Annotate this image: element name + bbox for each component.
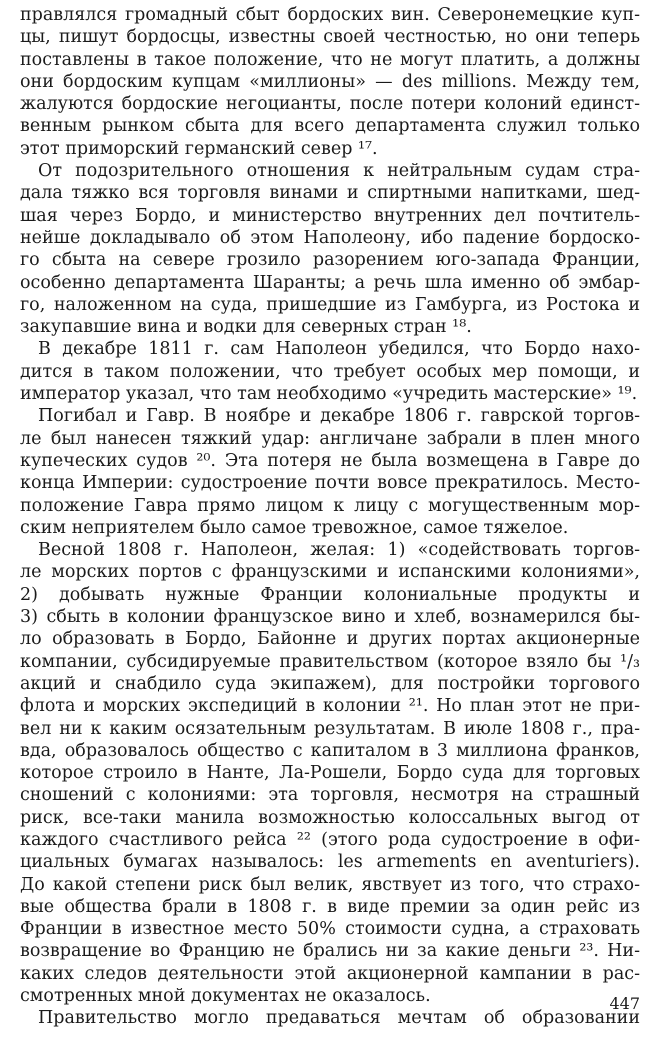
- text-line: каждого счастливого рейса ²² (этого рода судостроение в офи-: [20, 829, 640, 850]
- paragraph: [20, 405, 640, 539]
- text-line: каких следов деятельности этой акционерной кампании в рас-: [20, 963, 640, 984]
- text-line: нейше докладывало об этом Наполеону, ибо падение бордоско-: [20, 227, 640, 248]
- text-line: император указал, что там необходимо «учредить мастерские» ¹⁹.: [20, 384, 638, 405]
- text-line: ле морских портов с французскими и испанскими колониями»,: [20, 562, 640, 583]
- text-line: Правительство могло предаваться мечтам об образовании: [38, 1008, 640, 1029]
- paragraph: [20, 160, 640, 338]
- text-line: ле был нанесен тяжкий удар: англичане забрали в плен много: [20, 428, 640, 449]
- text-line: дала тяжко вся торговля винами и спиртными напитками, шед-: [20, 183, 640, 204]
- text-line: цы, пишут бордосцы, известны своей честностью, но они теперь: [20, 27, 640, 48]
- text-line: купеческих судов ²⁰. Эта потеря не была возмещена в Гавре до: [20, 450, 640, 471]
- text-line: ским неприятелем было самое тревожное, самое тяжелое.: [20, 517, 569, 538]
- text-line: Франции в известное место 50% стоимости судна, а страховать: [20, 919, 640, 940]
- text-line: риск, все-таки манила возможностью колоссальных выгод от: [20, 807, 640, 828]
- text-line: особенно департамента Шаранты; а речь шла именно об эмбар-: [20, 272, 640, 293]
- text-line: положение Гавра прямо лицом к лицу с могущественным мор-: [20, 495, 640, 516]
- text-line: смотренных мной документах не оказалось.: [20, 986, 431, 1007]
- text-line: правлялся громадный сбыт бордоских вин. Северонемецкие куп-: [20, 5, 640, 25]
- paragraph: [20, 539, 640, 1007]
- text-line: циальных бумагах называлось: les armements en aventuriers).: [20, 852, 640, 873]
- text-line: закупавшие вина и водки для северных стран ¹⁸.: [20, 317, 472, 338]
- text-line: флота и морских экспедиций в колонии ²¹. Но план этот не при-: [20, 696, 640, 717]
- text-line: которое строило в Нанте, Ла-Рошели, Бордо суда для торговых: [20, 763, 640, 784]
- text-line: ло образовать в Бордо, Байонне и других портах акционерные: [20, 629, 640, 650]
- text-line: вда, образовалось общество с капиталом в 3 миллиона франков,: [20, 740, 640, 761]
- text-line: От подозрительного отношения к нейтральным судам стра-: [38, 161, 640, 182]
- paragraph: [20, 4, 640, 160]
- text-line: этот приморский германский север ¹⁷.: [20, 138, 378, 159]
- text-line: компании, субсидируемые правительством (которое взяло бы ¹/₃: [20, 651, 640, 672]
- text-line: дится в таком положении, что требует особых мер помощи, и: [20, 361, 640, 382]
- text-line: До какой степени риск был велик, явствует из того, что страхо-: [20, 874, 640, 895]
- text-line: В декабре 1811 г. сам Наполеон убедился, что Бордо нахо-: [38, 339, 640, 360]
- text-line: конца Империи: судостроение почти вовсе прекратилось. Место-: [20, 473, 640, 494]
- text-line: Весной 1808 г. Наполеон, желая: 1) «содействовать торгов-: [38, 540, 640, 561]
- text-line: венным рынком сбыта для всего департамента служил только: [20, 116, 640, 137]
- text-line: 3) сбыть в колонии французское вино и хлеб, вознамерился бы-: [20, 607, 640, 628]
- text-line: 2) добывать нужные Франции колониальные продукты и: [20, 584, 640, 605]
- text-line: го сбыта на севере грозило разорением юго-запада Франции,: [20, 250, 640, 271]
- text-line: сношений с колониями: эта торговля, несмотря на страшный: [20, 785, 640, 806]
- text-line: вел ни к каким осязательным результатам. В июле 1808 г., пра-: [20, 718, 640, 739]
- paragraph: [20, 338, 640, 405]
- text-line: го, наложенном на суда, пришедшие из Гамбурга, из Ростока и: [20, 294, 640, 315]
- text-line: шая через Бордо, и министерство внутренних дел почтитель-: [20, 205, 640, 226]
- text-line: жалуются бордоские негоцианты, после потери колоний единст-: [20, 94, 640, 115]
- text-line: они бордоским купцам «миллионы» — des millions. Между тем,: [20, 71, 640, 92]
- text-line: поставлены в такое положение, что не могут платить, а должны: [20, 49, 640, 70]
- page-number: 447: [609, 994, 640, 1013]
- text-line: акций и снабдило суда экипажем), для постройки торгового: [20, 673, 640, 694]
- page-text: [20, 4, 640, 1030]
- paragraph: [20, 1007, 640, 1029]
- text-line: Погибал и Гавр. В ноябре и декабре 1806 г. гаврской торгов-: [38, 406, 640, 427]
- text-line: возвращение во Францию не брались ни за какие деньги ²³. Ни-: [20, 941, 640, 962]
- text-line: вые общества брали в 1808 г. в виде премии за один рейс из: [20, 896, 640, 917]
